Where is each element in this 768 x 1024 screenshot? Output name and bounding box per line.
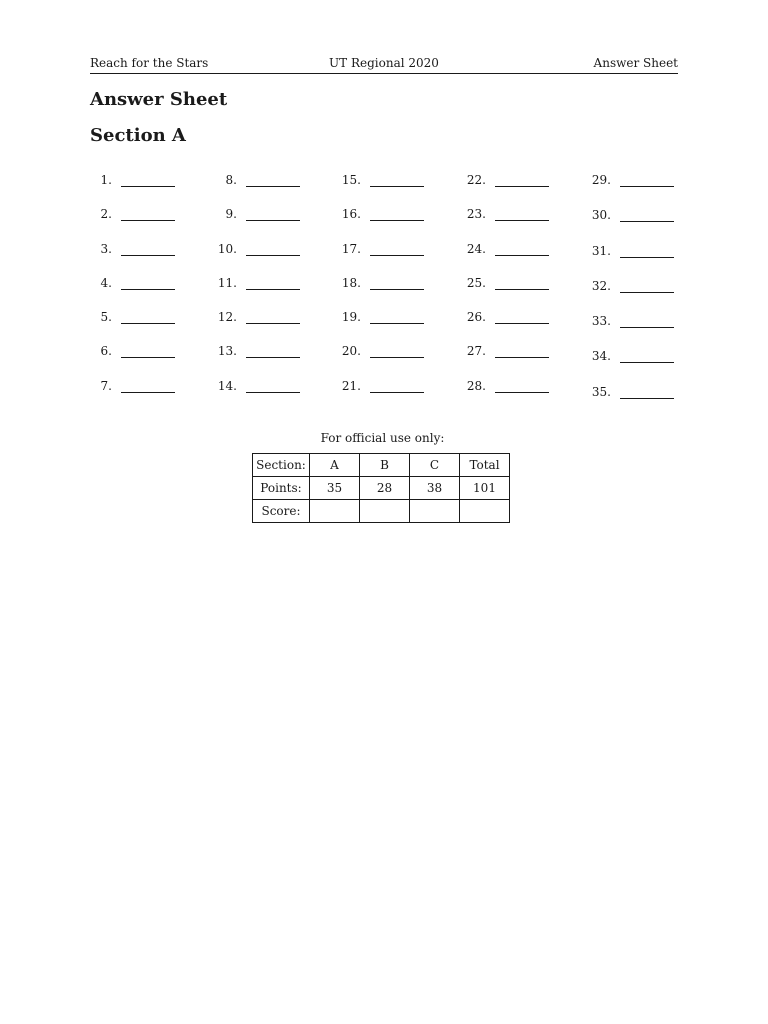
score-table-cell: 38 (410, 477, 460, 500)
answer-number: 35. (591, 385, 611, 399)
answer-number: 26. (466, 310, 486, 324)
score-table-cell[interactable] (310, 500, 360, 523)
answer-blank-line[interactable] (370, 323, 424, 324)
score-table-cell[interactable] (410, 500, 460, 523)
answer-blank-line[interactable] (370, 220, 424, 221)
answer-blank-line[interactable] (620, 186, 674, 187)
answer-blank-line[interactable] (370, 255, 424, 256)
answer-number: 21. (341, 379, 361, 393)
answer-number: 3. (100, 242, 112, 256)
answer-blank-line[interactable] (495, 220, 549, 221)
answer-number: 15. (341, 173, 361, 187)
answer-number: 28. (466, 379, 486, 393)
answer-number: 12. (217, 310, 237, 324)
answer-blank-line[interactable] (370, 357, 424, 358)
answer-number: 16. (341, 207, 361, 221)
answer-item (215, 239, 325, 259)
answer-number: 27. (466, 344, 486, 358)
answer-number: 7. (100, 379, 112, 393)
answer-blank-line[interactable] (121, 289, 175, 290)
answer-item (339, 204, 449, 224)
answer-item (215, 341, 325, 361)
score-table-row (253, 454, 510, 477)
answer-item (589, 311, 699, 331)
score-table-cell[interactable] (360, 500, 410, 523)
answer-blank-line[interactable] (370, 289, 424, 290)
answer-number: 20. (341, 344, 361, 358)
answer-blank-line[interactable] (370, 392, 424, 393)
answer-item (464, 307, 574, 327)
answer-blank-line[interactable] (495, 357, 549, 358)
answer-number: 8. (225, 173, 237, 187)
answer-item (464, 204, 574, 224)
answer-number: 5. (100, 310, 112, 324)
answer-blank-line[interactable] (121, 255, 175, 256)
score-table-cell: 28 (360, 477, 410, 500)
section-title: Section A (90, 125, 186, 146)
score-table-cell: 35 (310, 477, 360, 500)
answer-item (589, 170, 699, 190)
answer-item (464, 376, 574, 396)
answer-item (215, 204, 325, 224)
answer-item (90, 273, 200, 293)
score-table-row (253, 500, 510, 523)
answer-item (90, 170, 200, 190)
answer-item (215, 376, 325, 396)
answer-blank-line[interactable] (620, 257, 674, 258)
answer-blank-line[interactable] (121, 392, 175, 393)
answer-number: 30. (591, 208, 611, 222)
answer-item (90, 239, 200, 259)
answer-item (215, 170, 325, 190)
score-table-cell[interactable] (460, 500, 510, 523)
answer-blank-line[interactable] (620, 327, 674, 328)
answer-blank-line[interactable] (495, 255, 549, 256)
answer-item (339, 170, 449, 190)
answer-blank-line[interactable] (620, 362, 674, 363)
answer-item (339, 273, 449, 293)
answer-number: 11. (217, 276, 237, 290)
page-header (90, 56, 678, 74)
answer-number: 19. (341, 310, 361, 324)
answer-item (589, 382, 699, 402)
answer-item (90, 204, 200, 224)
answer-item (90, 307, 200, 327)
score-table-cell: C (410, 454, 460, 477)
answer-blank-line[interactable] (246, 357, 300, 358)
answer-blank-line[interactable] (620, 398, 674, 399)
answer-item (589, 241, 699, 261)
answer-item (589, 346, 699, 366)
answer-item (339, 376, 449, 396)
answer-blank-line[interactable] (370, 186, 424, 187)
answer-number: 6. (100, 344, 112, 358)
header-center-text: UT Regional 2020 (329, 56, 439, 70)
answer-blank-line[interactable] (620, 221, 674, 222)
answer-number: 1. (100, 173, 112, 187)
answer-item (589, 205, 699, 225)
answer-item (215, 307, 325, 327)
answer-blank-line[interactable] (246, 392, 300, 393)
score-table (252, 453, 510, 523)
score-table-cell: B (360, 454, 410, 477)
answer-item (464, 170, 574, 190)
score-table-row (253, 477, 510, 500)
answer-item (90, 376, 200, 396)
answer-blank-line[interactable] (246, 220, 300, 221)
answer-item (339, 239, 449, 259)
answer-item (464, 341, 574, 361)
answer-number: 32. (591, 279, 611, 293)
answer-number: 24. (466, 242, 486, 256)
answer-blank-line[interactable] (495, 392, 549, 393)
answer-blank-line[interactable] (246, 255, 300, 256)
answer-blank-line[interactable] (495, 186, 549, 187)
answer-number: 18. (341, 276, 361, 290)
answer-blank-line[interactable] (495, 323, 549, 324)
answer-blank-line[interactable] (246, 289, 300, 290)
answer-blank-line[interactable] (246, 186, 300, 187)
answer-blank-line[interactable] (121, 323, 175, 324)
header-right-text: Answer Sheet (593, 56, 678, 70)
answer-grid (90, 170, 690, 410)
answer-blank-line[interactable] (495, 289, 549, 290)
answer-number: 13. (217, 344, 237, 358)
answer-blank-line[interactable] (121, 186, 175, 187)
answer-item (339, 307, 449, 327)
answer-item (215, 273, 325, 293)
answer-item (90, 341, 200, 361)
answer-item (339, 341, 449, 361)
answer-number: 10. (217, 242, 237, 256)
answer-blank-line[interactable] (620, 292, 674, 293)
official-use-label: For official use only: (320, 431, 445, 445)
answer-blank-line[interactable] (246, 323, 300, 324)
answer-number: 2. (100, 207, 112, 221)
score-table-cell: A (310, 454, 360, 477)
answer-item (589, 276, 699, 296)
answer-number: 23. (466, 207, 486, 221)
answer-number: 34. (591, 349, 611, 363)
answer-blank-line[interactable] (121, 220, 175, 221)
answer-blank-line[interactable] (121, 357, 175, 358)
answer-number: 17. (341, 242, 361, 256)
page-title: Answer Sheet (90, 89, 228, 110)
answer-number: 22. (466, 173, 486, 187)
score-table-cell: Total (460, 454, 510, 477)
answer-number: 33. (591, 314, 611, 328)
answer-item (464, 239, 574, 259)
answer-number: 25. (466, 276, 486, 290)
answer-number: 4. (100, 276, 112, 290)
answer-number: 31. (591, 244, 611, 258)
score-table-cell: 101 (460, 477, 510, 500)
answer-item (464, 273, 574, 293)
score-table-row-header: Points: (253, 477, 310, 500)
score-table-row-header: Score: (253, 500, 310, 523)
header-left-text: Reach for the Stars (90, 56, 209, 70)
score-table-row-header: Section: (253, 454, 310, 477)
answer-number: 9. (225, 207, 237, 221)
answer-number: 29. (591, 173, 611, 187)
answer-number: 14. (217, 379, 237, 393)
